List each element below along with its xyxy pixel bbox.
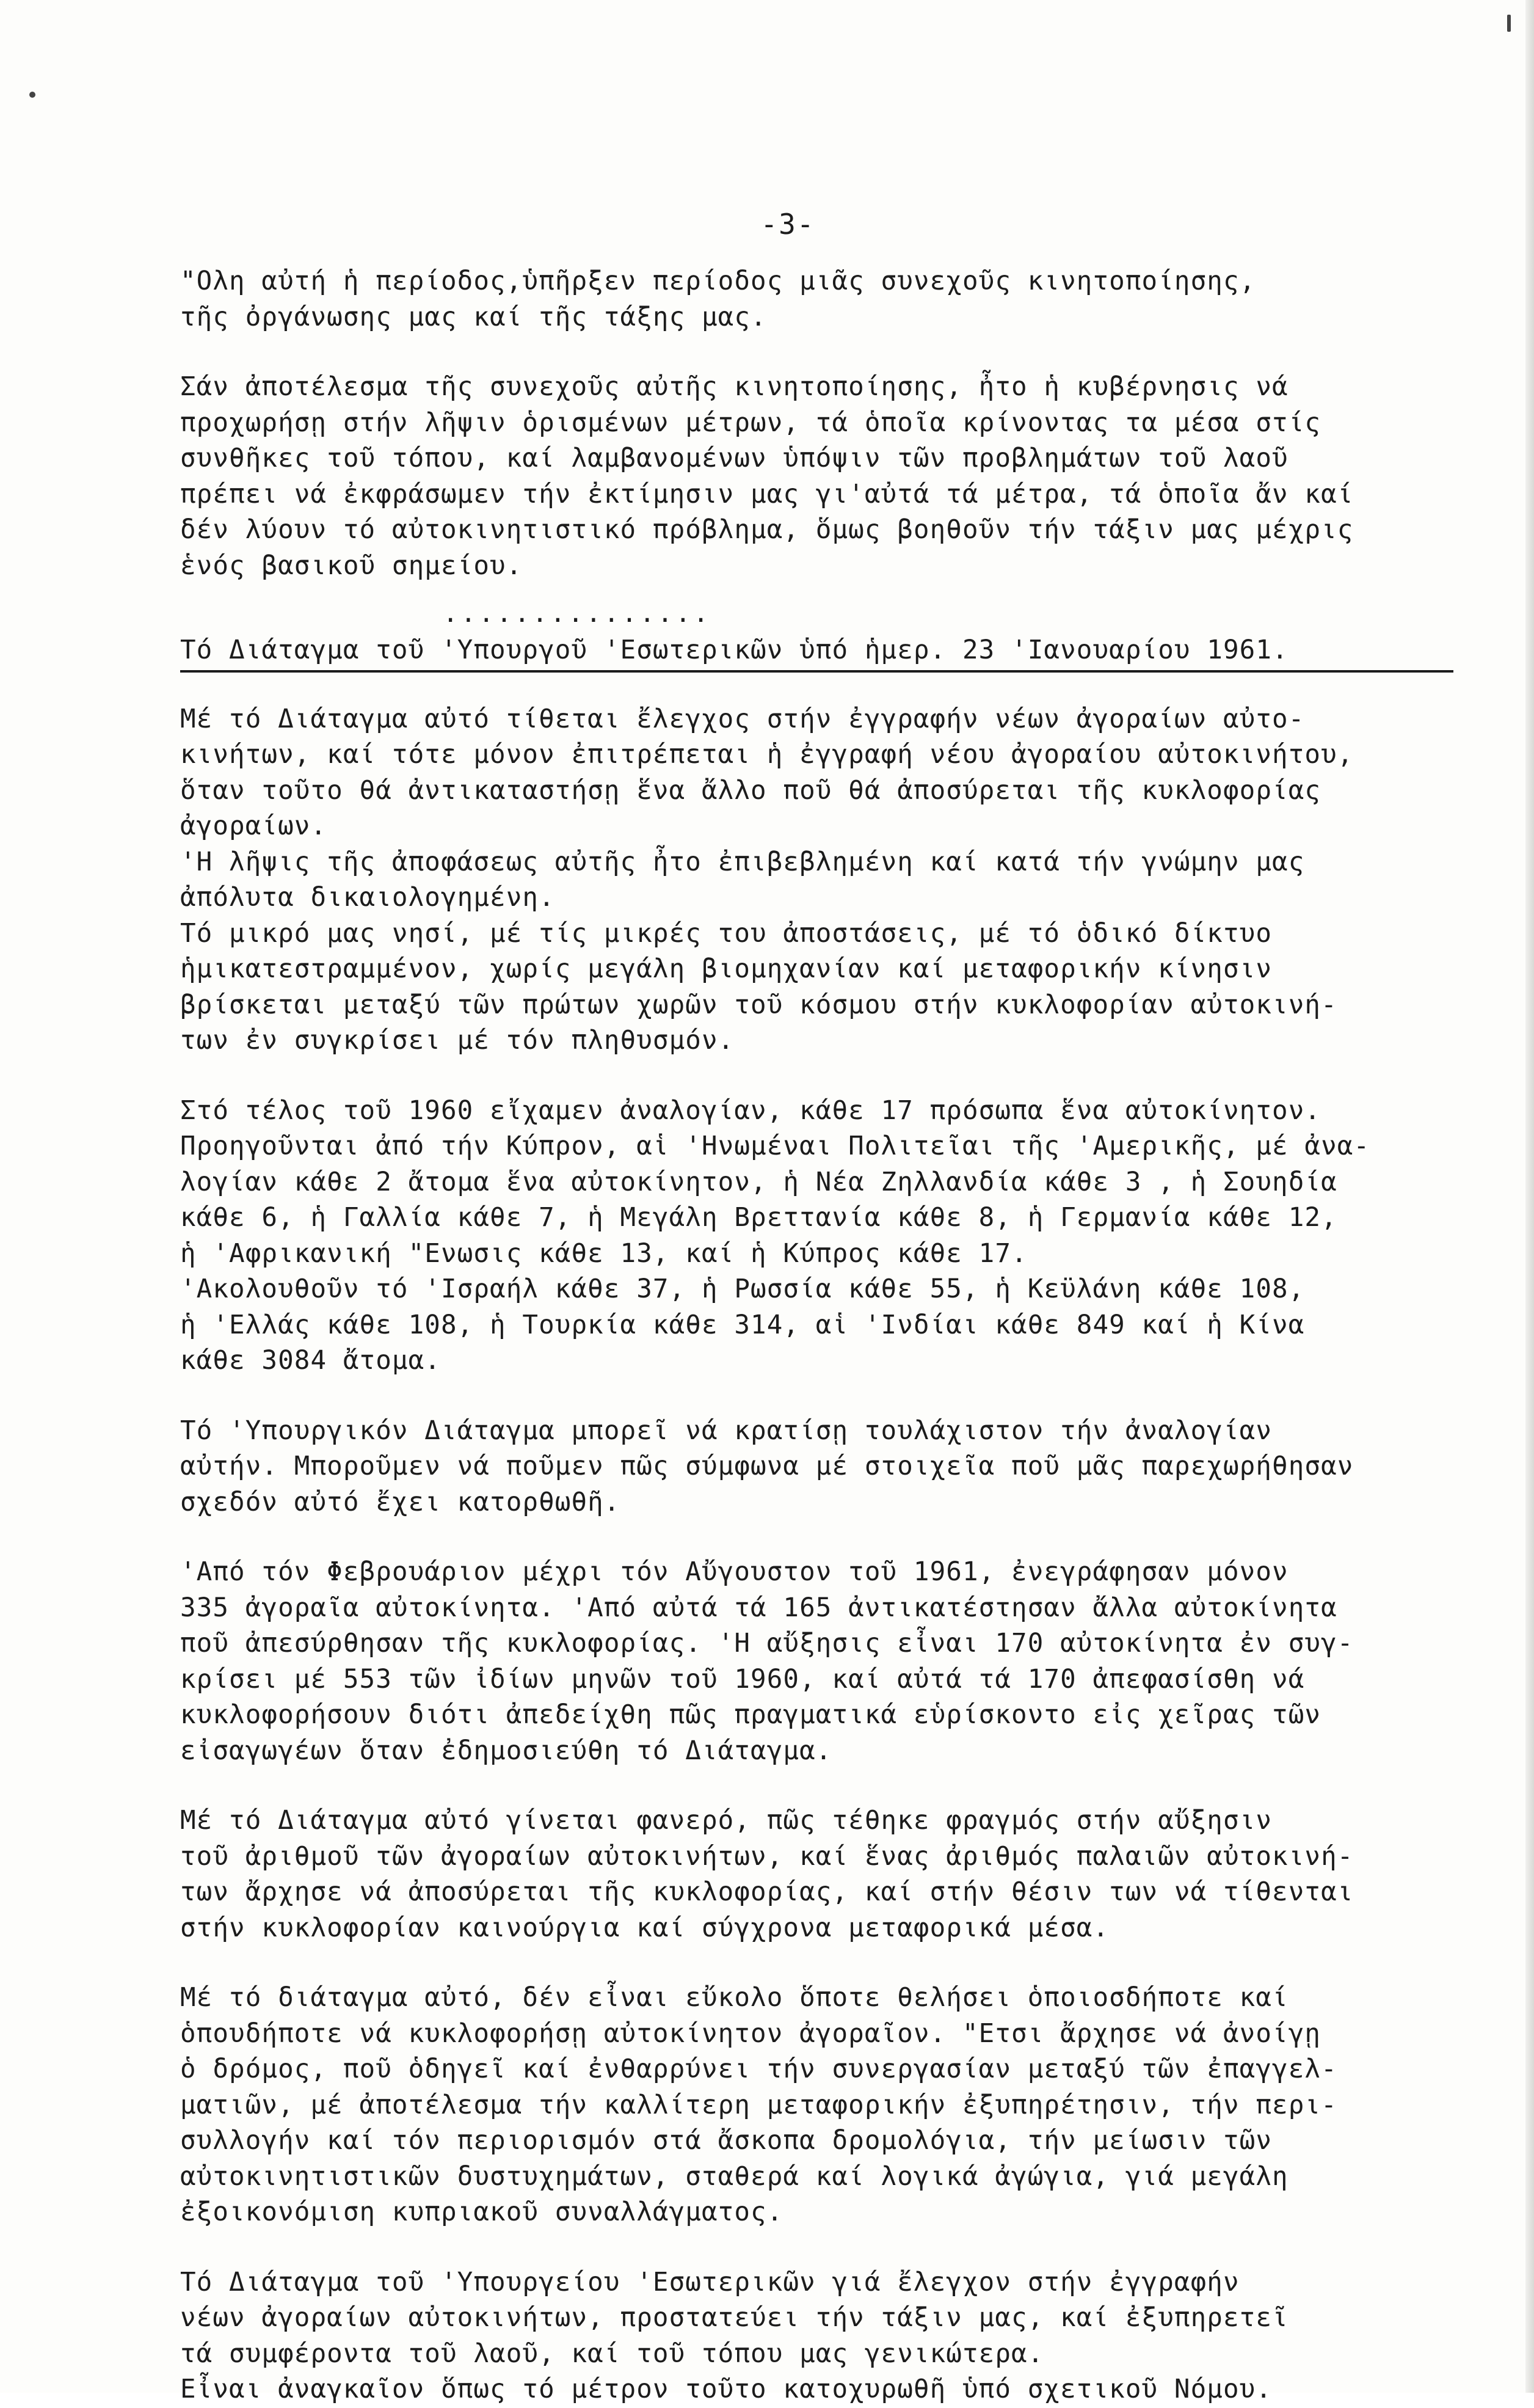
scan-speck bbox=[1507, 15, 1511, 32]
paragraph-2: Σάν ἀποτέλεσμα τῆς συνεχοῦς αὐτῆς κινητοποίησης, ἦτο ἡ κυβέρνησις νά προχωρήσῃ στήν λῆψιν ὁρισμένων μέτρων, τά ὁποῖα κρίνοντας τα μέσα στίς συνθῆκες τοῦ τόπου, καί λαμβανομένων ὑπόψιν τῶν προβλημάτων τοῦ λαοῦ πρέπει νά ἐκφράσωμεν τήν ἐκτίμησιν μας γι'αὐτά τά μέτρα, τά ὁποῖα ἄν καί δέν λύουν τό αὐτοκινητιστικό πρόβλημα, ὅμως βοηθοῦν τήν τάξιν μας μέχρις ἑνός βασικοῦ σημείου. bbox=[180, 372, 1354, 581]
paragraph-7: Μέ τό Διάταγμα αὐτό γίνεται φανερό, πῶς τέθηκε φραγμός στήν αὔξησιν τοῦ ἀριθμοῦ τῶν ἀγοραίων αὐτοκινήτων, καί ἕνας ἀριθμός παλαιῶν αὐτοκινή- των ἄρχησε νά ἀποσύρεται τῆς κυκλοφορίας, καί στήν θέσιν των νά τίθενται στήν κυκλοφορίαν καινούργια καί σύγχρονα μεταφορικά μέσα. bbox=[180, 1806, 1354, 1943]
paragraph-5: Τό 'Υπουργικόν Διάταγμα μπορεῖ νά κρατίσῃ τουλάχιστον τήν ἀναλογίαν αὐτήν. Μποροῦμεν νά ποῦμεν πῶς σύμφωνα μέ στοιχεῖα ποῦ μᾶς παρεχωρήθησαν σχεδόν αὐτό ἔχει κατορθωθῆ. bbox=[180, 1415, 1354, 1517]
paragraph-3: Μέ τό Διάταγμα αὐτό τίθεται ἔλεγχος στήν ἐγγραφήν νέων ἀγοραίων αὐτο- κινήτων, καί τότε μόνον ἐπιτρέπεται ἡ ἐγγραφή νέου ἀγοραίου αὐτοκινήτου, ὅταν τοῦτο θά ἀντικαταστήσῃ ἕνα ἄλλο ποῦ θά ἀποσύρεται τῆς κυκλοφορίας ἀγοραίων. 'Η λῆψις τῆς ἀποφάσεως αὐτῆς ἦτο ἐπιβεβλημένη καί κατά τήν γνώμην μας ἀπόλυτα δικαιολογημένη. Τό μικρό μας νησί, μέ τίς μικρές του ἀποστάσεις, μέ τό ὁδικό δίκτυο ἡμικατεστραμμένον, χωρίς μεγάλη βιομηχανίαν καί μεταφορικήν κίνησιν βρίσκεται μεταξύ τῶν πρώτων χωρῶν τοῦ κόσμου στήν κυκλοφορίαν αὐτοκινή- των ἐν συγκρίσει μέ τόν πληθυσμόν. bbox=[180, 704, 1354, 1056]
paragraph-8: Μέ τό διάταγμα αὐτό, δέν εἶναι εὔκολο ὅποτε θελήσει ὁποιοσδήποτε καί ὁπουδήποτε νά κυκλοφορήσῃ αὐτοκίνητον ἀγοραῖον. "Ετσι ἄρχησε νά ἀνοίγῃ ὁ δρόμος, ποῦ ὁδηγεῖ καί ἐνθαρρύνει τήν συνεργασίαν μεταξύ τῶν ἐπαγγελ- ματιῶν, μέ ἀποτέλεσμα τήν καλλίτερη μεταφορικήν ἐξυπηρέτησιν, τήν περι- συλλογήν καί τόν περιορισμόν στά ἄσκοπα δρομολόγια, τήν μείωσιν τῶν αὐτοκινητιστικῶν δυστυχημάτων, σταθερά καί λογικά ἀγώγια, γιά μεγάλη ἐξοικονόμιση κυπριακοῦ συναλλάγματος. bbox=[180, 1983, 1337, 2227]
paragraph-6: 'Από τόν Φεβρουάριον μέχρι τόν Αὔγουστον τοῦ 1961, ἐνεγράφησαν μόνον 335 ἀγοραῖα αὐτοκίνητα. 'Από αὐτά τά 165 ἀντικατέστησαν ἄλλα αὐτοκίνητα ποῦ ἀπεσύρθησαν τῆς κυκλοφορίας. 'Η αὔξησις εἶναι 170 αὐτοκίνητα ἐν συγ- κρίσει μέ 553 τῶν ἰδίων μηνῶν τοῦ 1960, καί αὐτά τά 170 ἀπεφασίσθη νά κυκλοφορήσουν διότι ἀπεδείχθη πῶς πραγματικά εὑρίσκοντο εἰς χεῖρας τῶν εἰσαγωγέων ὅταν ἐδημοσιεύθη τό Διάταγμα. bbox=[180, 1557, 1354, 1766]
paragraph-4: Στό τέλος τοῦ 1960 εἴχαμεν ἀναλογίαν, κάθε 17 πρόσωπα ἕνα αὐτοκίνητον. Προηγοῦνται ἀπό τήν Κύπρον, αἱ 'Ηνωμέναι Πολιτεῖαι τῆς 'Αμερικῆς, μέ ἀνα- λογίαν κάθε 2 ἄτομα ἕνα αὐτοκίνητον, ἡ Νέα Ζηλλανδία κάθε 3 , ἡ Σουηδία κάθε 6, ἡ Γαλλία κάθε 7, ἡ Μεγάλη Βρεττανία κάθε 8, ἡ Γερμανία κάθε 12, ἡ 'Αφρικανική "Ενωσις κάθε 13, καί ἡ Κύπρος κάθε 17. 'Ακολουθοῦν τό 'Ισραήλ κάθε 37, ἡ Ρωσσία κάθε 55, ἡ Κεϋλάνη κάθε 108, ἡ 'Ελλάς κάθε 108, ἡ Τουρκία κάθε 314, αἱ 'Ινδίαι κάθε 849 καί ἡ Κίνα κάθε 3084 ἄτομα. bbox=[180, 1095, 1370, 1376]
paragraph-1: "Ολη αὐτή ἡ περίοδος,ὑπῆρξεν περίοδος μιᾶς συνεχοῦς κινητοποίησης, τῆς ὀργάνωσης μας καί τῆς τάξης μας. bbox=[180, 266, 1256, 332]
scan-edge bbox=[1525, 0, 1534, 2393]
scan-speck bbox=[29, 92, 35, 98]
title-underline bbox=[180, 670, 1453, 673]
dotted-separator: ............... bbox=[443, 598, 711, 628]
page-number: -3- bbox=[760, 208, 815, 241]
document-body bbox=[180, 264, 1475, 2408]
decree-title: Τό Διάταγμα τοῦ 'Υπουργοῦ 'Εσωτερικῶν ὑπό ἡμερ. 23 'Ιανουαρίου 1961. bbox=[180, 635, 1289, 665]
paragraph-9: Τό Διάταγμα τοῦ 'Υπουργείου 'Εσωτερικῶν γιά ἔλεγχον στήν ἐγγραφήν νέων ἀγοραίων αὐτοκινήτων, προστατεύει τήν τάξιν μας, καί ἐξυπηρετεῖ τά συμφέροντα τοῦ λαοῦ, καί τοῦ τόπου μας γενικώτερα. Εἶναι ἀναγκαῖον ὅπως τό μέτρον τοῦτο κατοχυρωθῆ ὑπό σχετικοῦ Νόμου. bbox=[180, 2267, 1289, 2404]
